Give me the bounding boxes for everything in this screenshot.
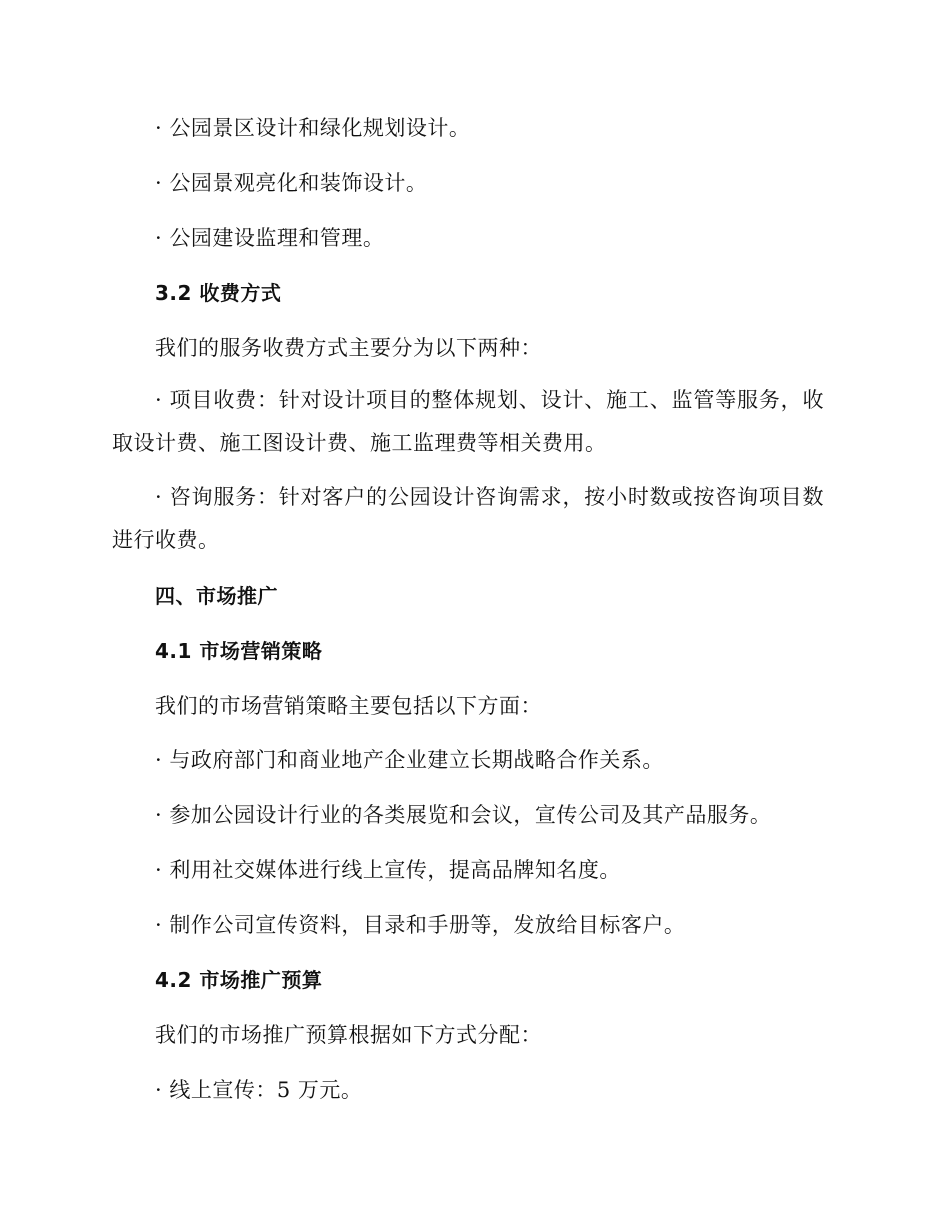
bullet-online-budget: · 线上宣传：5 万元。	[155, 1078, 363, 1102]
fee-intro-paragraph: 我们的服务收费方式主要分为以下两种：	[155, 336, 542, 360]
bullet-exhibitions: · 参加公园设计行业的各类展览和会议，宣传公司及其产品服务。	[155, 803, 772, 827]
bullet-government-partnership: · 与政府部门和商业地产企业建立长期战略合作关系。	[155, 748, 664, 772]
fee-item-consulting: · 咨询服务：针对客户的公园设计咨询需求，按小时数或按咨询项目数进行收费。	[112, 485, 824, 552]
section-heading-4-2: 4.2 市场推广预算	[155, 968, 323, 992]
bullet-park-lighting-design: · 公园景观亮化和装饰设计。	[155, 171, 428, 195]
budget-intro-paragraph: 我们的市场推广预算根据如下方式分配：	[155, 1023, 542, 1047]
section-heading-4-1: 4.1 市场营销策略	[155, 639, 323, 663]
bullet-park-construction-supervision: · 公园建设监理和管理。	[155, 226, 385, 250]
marketing-intro-paragraph: 我们的市场营销策略主要包括以下方面：	[155, 694, 542, 718]
bullet-promotional-materials: · 制作公司宣传资料，目录和手册等，发放给目标客户。	[155, 913, 686, 937]
chapter-heading-4: 四、市场推广	[155, 584, 278, 608]
fee-item-project: · 项目收费：针对设计项目的整体规划、设计、施工、监管等服务，收取设计费、施工图设计费、施工监理费等相关费用。	[112, 388, 824, 455]
bullet-social-media: · 利用社交媒体进行线上宣传，提高品牌知名度。	[155, 858, 621, 882]
bullet-park-scenic-design: · 公园景区设计和绿化规划设计。	[155, 116, 471, 140]
section-heading-3-2: 3.2 收费方式	[155, 281, 282, 305]
